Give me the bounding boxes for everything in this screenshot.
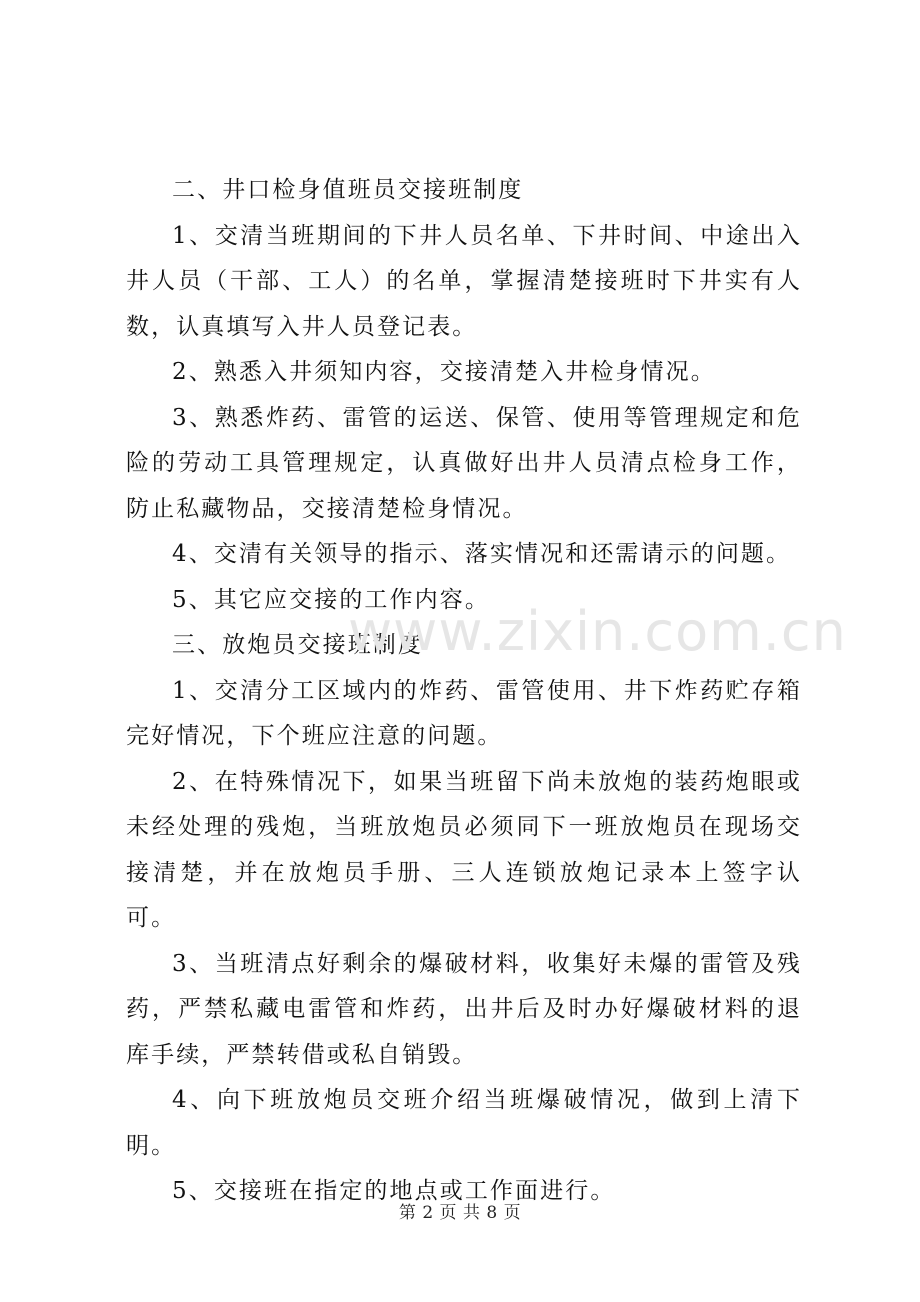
paragraph-2-3: 3、熟悉炸药、雷管的运送、保管、使用等管理规定和危险的劳动工具管理规定，认真做好出井人员清点检身工作，防止私藏物品，交接清楚检身情况。 (126, 404, 802, 522)
paragraph-3-3: 3、当班清点好剩余的爆破材料，收集好未爆的雷管及残药，严禁私藏电雷管和炸药，出井后及时办好爆破材料的退库手续，严禁转借或私自销毁。 (126, 950, 802, 1068)
section-heading-2: 二、井口检身值班员交接班制度 (172, 177, 524, 203)
paragraph-3-2: 2、在特殊情况下，如果当班留下尚未放炮的装药炮眼或未经处理的残炮，当班放炮员必须同下一班放炮员在现场交接清楚，并在放炮员手册、三人连锁放炮记录本上签字认可。 (126, 768, 802, 931)
site-watermark: www.zixin.com.cn (348, 600, 847, 663)
paragraph-2-5: 5、其它应交接的工作内容。 (172, 586, 490, 613)
section-heading-3: 三、放炮员交接班制度 (172, 632, 423, 658)
paragraph-3-1: 1、交清分工区域内的炸药、雷管使用、井下炸药贮存箱完好情况，下个班应注意的问题。 (126, 677, 802, 749)
document-body (126, 168, 802, 1215)
paragraph-2-1: 1、交清当班期间的下井人员名单、下井时间、中途出入井人员（干部、工人）的名单，掌握清楚接班时下井实有人数，认真填写入井人员登记表。 (126, 222, 802, 340)
paragraph-2-2: 2、熟悉入井须知内容，交接清楚入井检身情况。 (172, 359, 716, 385)
paragraph-2-4: 4、交清有关领导的指示、落实情况和还需请示的问题。 (172, 541, 792, 567)
page-number-footer: 第 2 页 共 8 页 (398, 1203, 522, 1223)
paragraph-3-5: 5、交接班在指定的地点或工作面进行。 (172, 1178, 616, 1204)
paragraph-3-4: 4、向下班放炮员交班介绍当班爆破情况，做到上清下明。 (126, 1087, 802, 1159)
